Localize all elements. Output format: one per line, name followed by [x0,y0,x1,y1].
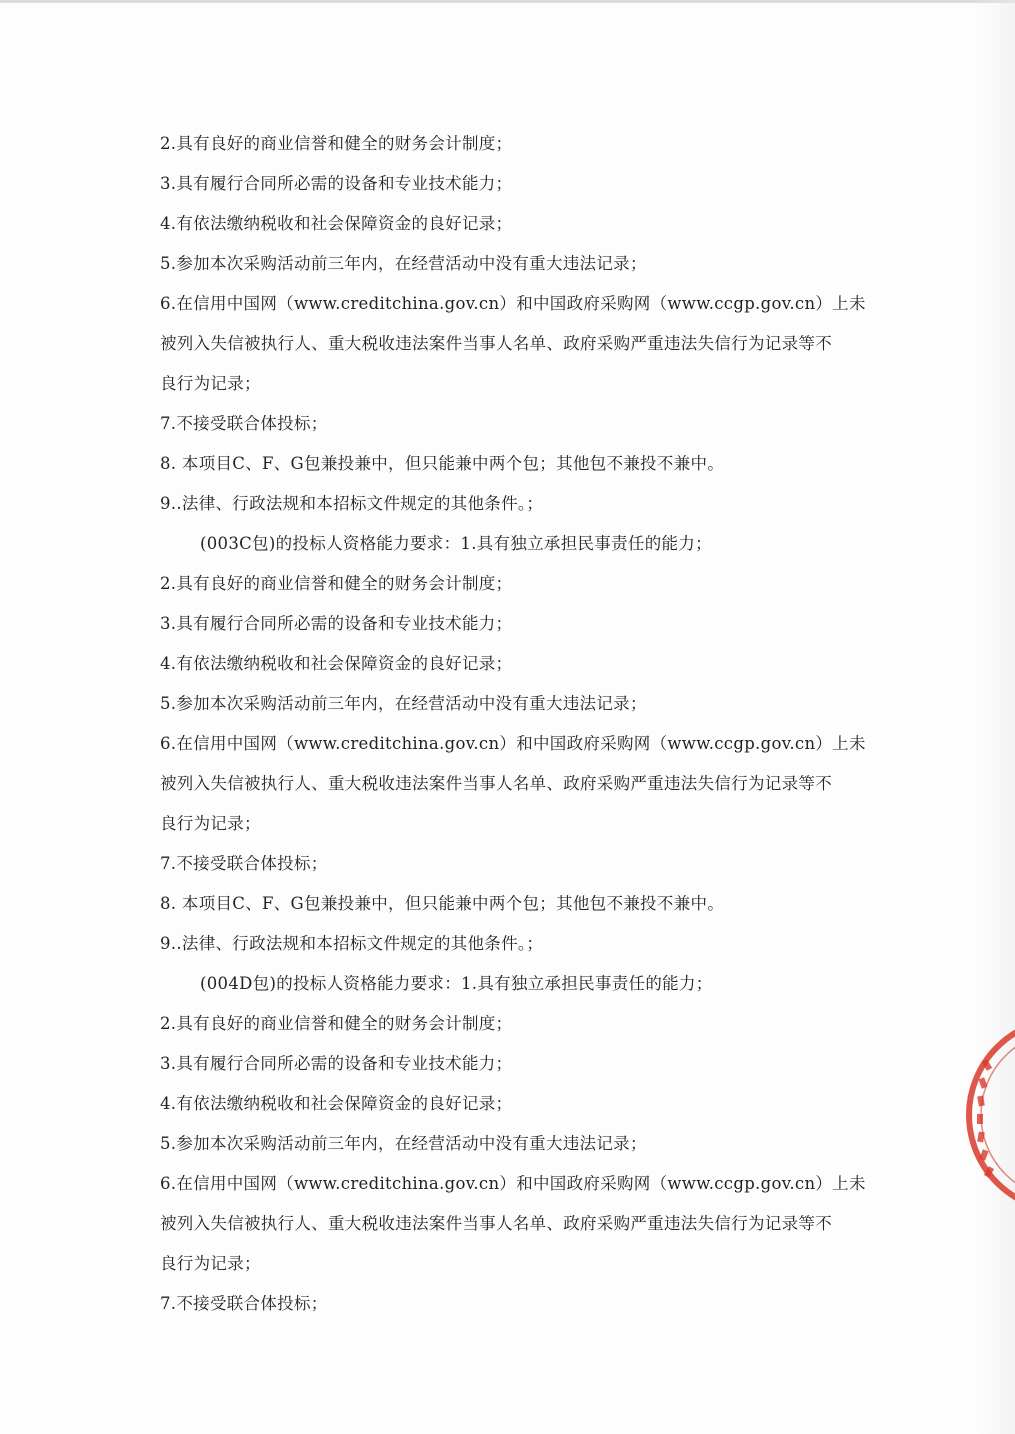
document-body [160,124,872,1324]
document-line: 6.在信用中国网（www.creditchina.gov.cn）和中国政府采购网（www.ccgp.gov.cn）上未 [160,294,866,313]
document-line: 8. 本项目C、F、G包兼投兼中，但只能兼中两个包；其他包不兼投不兼中。 [160,454,725,473]
scan-edge-top [0,0,1015,3]
document-line: 5.参加本次采购活动前三年内，在经营活动中没有重大违法记录； [160,1134,647,1153]
document-line: 4.有依法缴纳税收和社会保障资金的良好记录； [160,214,513,233]
document-line: 3.具有履行合同所必需的设备和专业技术能力； [160,614,513,633]
document-line: 3.具有履行合同所必需的设备和专业技术能力； [160,174,513,193]
document-line: 3.具有履行合同所必需的设备和专业技术能力； [160,1054,513,1073]
section-heading-003c: (003C包)的投标人资格能力要求：1.具有独立承担民事责任的能力； [200,534,712,553]
document-line: 7.不接受联合体投标； [160,854,328,873]
document-line: 2.具有良好的商业信誉和健全的财务会计制度； [160,1014,513,1033]
red-seal-stamp-icon [960,1010,1015,1220]
document-line: 被列入失信被执行人、重大税收违法案件当事人名单、政府采购严重违法失信行为记录等不 [160,334,832,353]
document-line: 5.参加本次采购活动前三年内，在经营活动中没有重大违法记录； [160,254,647,273]
section-heading-004d: (004D包)的投标人资格能力要求：1.具有独立承担民事责任的能力； [200,974,713,993]
document-line: 5.参加本次采购活动前三年内，在经营活动中没有重大违法记录； [160,694,647,713]
document-line: 良行为记录； [160,814,261,833]
document-line: 2.具有良好的商业信誉和健全的财务会计制度； [160,574,513,593]
document-line: 9..法律、行政法规和本招标文件规定的其他条件。； [160,934,544,953]
document-line: 4.有依法缴纳税收和社会保障资金的良好记录； [160,1094,513,1113]
document-line: 9..法律、行政法规和本招标文件规定的其他条件。； [160,494,544,513]
document-line: 4.有依法缴纳税收和社会保障资金的良好记录； [160,654,513,673]
document-line: 6.在信用中国网（www.creditchina.gov.cn）和中国政府采购网（www.ccgp.gov.cn）上未 [160,734,866,753]
document-line: 6.在信用中国网（www.creditchina.gov.cn）和中国政府采购网（www.ccgp.gov.cn）上未 [160,1174,866,1193]
document-line: 被列入失信被执行人、重大税收违法案件当事人名单、政府采购严重违法失信行为记录等不 [160,774,832,793]
document-line: 良行为记录； [160,374,261,393]
document-line: 良行为记录； [160,1254,261,1273]
document-line: 7.不接受联合体投标； [160,1294,328,1313]
document-line: 被列入失信被执行人、重大税收违法案件当事人名单、政府采购严重违法失信行为记录等不 [160,1214,832,1233]
document-line: 7.不接受联合体投标； [160,414,328,433]
document-line: 2.具有良好的商业信誉和健全的财务会计制度； [160,134,513,153]
document-line: 8. 本项目C、F、G包兼投兼中，但只能兼中两个包；其他包不兼投不兼中。 [160,894,725,913]
